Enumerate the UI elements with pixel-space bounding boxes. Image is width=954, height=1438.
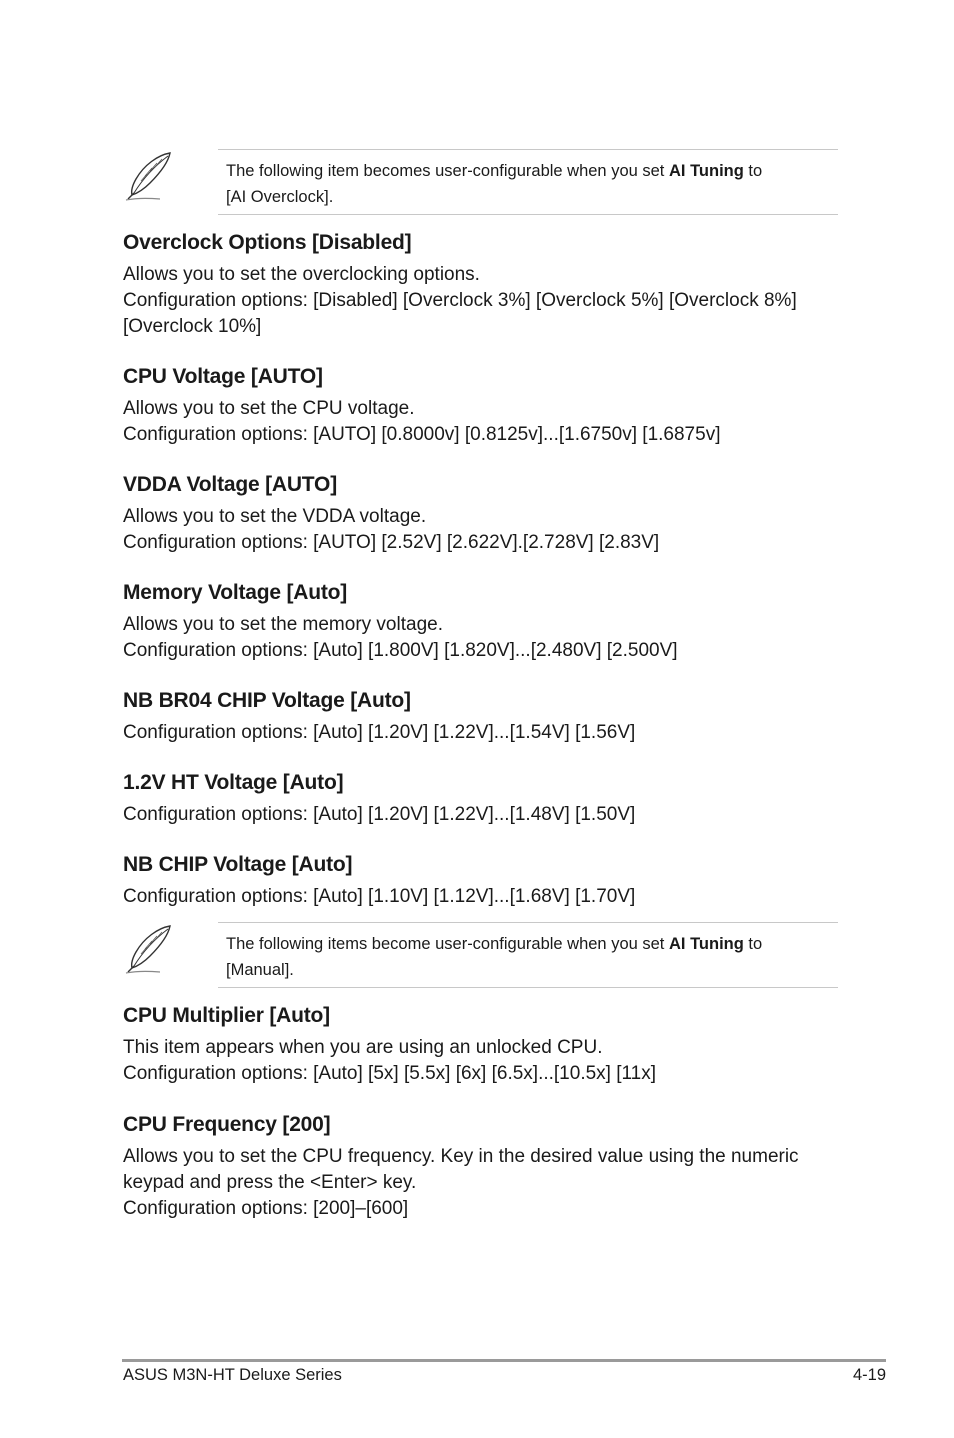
- body-line: Configuration options: [Auto] [1.20V] [1.22V]...[1.48V] [1.50V]: [123, 804, 636, 825]
- note-text-line: [Manual].: [226, 961, 294, 979]
- note-text-line: [AI Overclock].: [226, 188, 334, 206]
- section-title: Memory Voltage [Auto]: [123, 581, 348, 604]
- section-body: [123, 262, 833, 340]
- body-line: This item appears when you are using an unlocked CPU.: [123, 1037, 603, 1058]
- pen-note-icon: [122, 149, 178, 205]
- body-line: Configuration options: [Auto] [5x] [5.5x] [6x] [6.5x]...[10.5x] [11x]: [123, 1063, 657, 1084]
- section-title: CPU Frequency [200]: [123, 1113, 331, 1136]
- body-line: Configuration options: [AUTO] [0.8000v] [0.8125v]...[1.6750v] [1.6875v]: [123, 424, 721, 445]
- footer-product-name: ASUS M3N-HT Deluxe Series: [123, 1366, 342, 1384]
- note-bold-term: AI Tuning: [668, 935, 744, 953]
- section-body: [123, 1035, 833, 1087]
- body-line: Allows you to set the overclocking options.: [123, 264, 480, 285]
- section-nb-br04-chip-voltage: [123, 688, 833, 746]
- note-ai-overclock: [122, 149, 838, 215]
- body-line: keypad and press the <Enter> key.: [123, 1172, 417, 1193]
- body-line: Allows you to set the CPU voltage.: [123, 398, 415, 419]
- body-line: Configuration options: [AUTO] [2.52V] [2.622V].[2.728V] [2.83V]: [123, 532, 660, 553]
- section-body: [123, 1144, 833, 1222]
- body-line: Configuration options: [Auto] [1.20V] [1.22V]...[1.54V] [1.56V]: [123, 722, 636, 743]
- body-line: Configuration options: [200]–[600]: [123, 1198, 409, 1219]
- note-text-part: to: [743, 162, 763, 180]
- section-cpu-voltage: [123, 364, 833, 448]
- note-bold-term: AI Tuning: [668, 162, 744, 180]
- section-title: VDDA Voltage [AUTO]: [123, 473, 337, 496]
- section-body: [123, 720, 833, 746]
- section-body: [123, 802, 833, 828]
- note-text: [226, 931, 808, 983]
- body-line: Configuration options: [Auto] [1.10V] [1.12V]...[1.68V] [1.70V]: [123, 886, 636, 907]
- section-body: [123, 504, 833, 556]
- section-body: [123, 612, 833, 664]
- body-line: Allows you to set the CPU frequency. Key in the desired value using the numeric: [123, 1146, 799, 1167]
- section-title: CPU Multiplier [Auto]: [123, 1004, 330, 1027]
- note-manual: [122, 922, 838, 988]
- note-text-part: The following item becomes user-configurable when you set: [226, 162, 669, 180]
- section-title: 1.2V HT Voltage [Auto]: [123, 771, 344, 794]
- page-number: 4-19: [852, 1366, 886, 1384]
- section-title: NB CHIP Voltage [Auto]: [123, 853, 353, 876]
- section-cpu-frequency: [123, 1112, 833, 1222]
- body-line: Allows you to set the VDDA voltage.: [123, 506, 427, 527]
- section-cpu-multiplier: [123, 1003, 833, 1087]
- note-text: [226, 158, 808, 210]
- body-line: Configuration options: [Auto] [1.800V] [1.820V]...[2.480V] [2.500V]: [123, 640, 678, 661]
- section-body: [123, 396, 833, 448]
- section-memory-voltage: [123, 580, 833, 664]
- section-nb-chip-voltage: [123, 852, 833, 910]
- pen-note-icon: [122, 922, 178, 978]
- footer-divider: [122, 1359, 886, 1362]
- body-line: Allows you to set the memory voltage.: [123, 614, 443, 635]
- body-line: Configuration options: [Disabled] [Overclock 3%] [Overclock 5%] [Overclock 8%]: [123, 290, 797, 311]
- section-title: NB BR04 CHIP Voltage [Auto]: [123, 689, 411, 712]
- section-overclock-options: [123, 230, 833, 340]
- note-text-part: The following items become user-configurable when you set: [226, 935, 669, 953]
- section-title: CPU Voltage [AUTO]: [123, 365, 323, 388]
- section-vdda-voltage: [123, 472, 833, 556]
- section-ht-voltage: [123, 770, 833, 828]
- note-box: [218, 922, 838, 988]
- note-box: [218, 149, 838, 215]
- note-text-part: to: [743, 935, 763, 953]
- section-body: [123, 884, 833, 910]
- body-line: [Overclock 10%]: [123, 316, 262, 337]
- section-title: Overclock Options [Disabled]: [123, 231, 412, 254]
